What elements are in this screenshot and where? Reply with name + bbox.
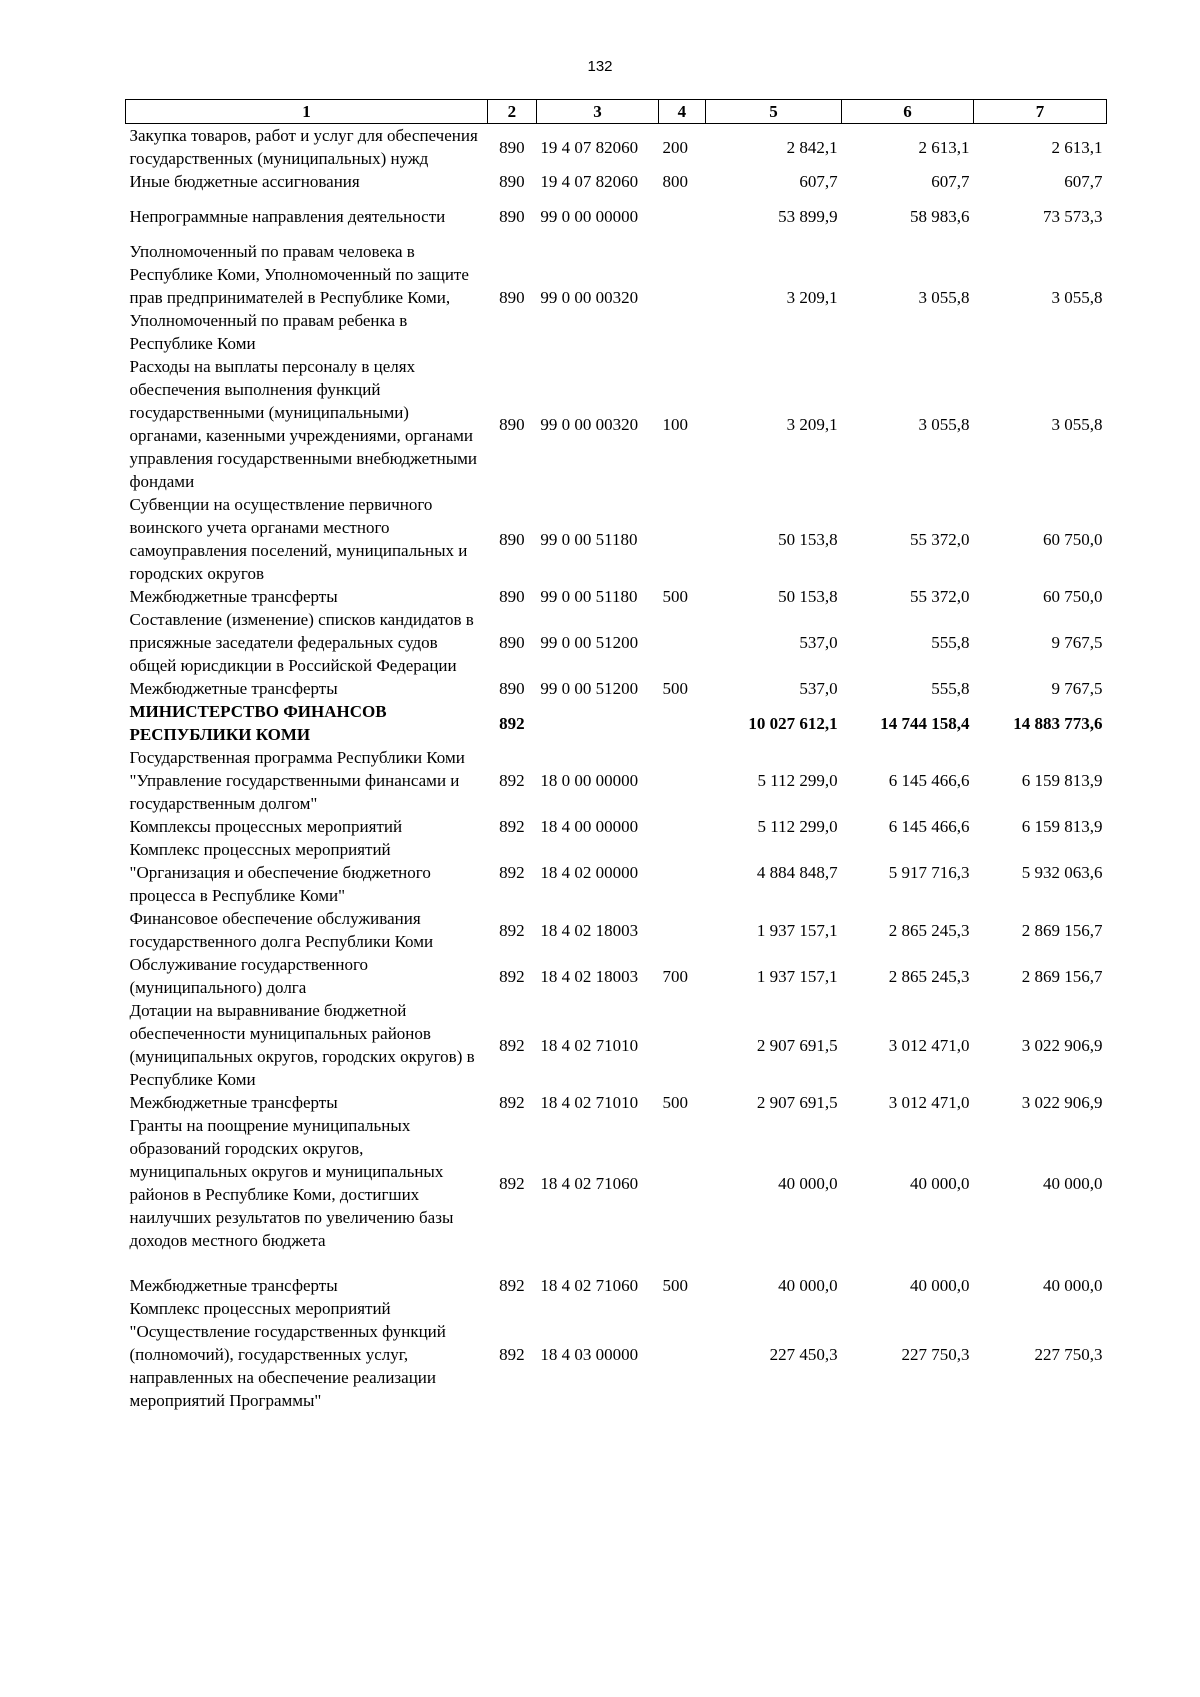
table-row bbox=[126, 124, 1107, 171]
row-type: 500 bbox=[662, 1276, 688, 1295]
row-target: 99 0 00 00320 bbox=[540, 288, 639, 307]
row-amount-6: 607,7 bbox=[931, 172, 970, 191]
row-amount-6: 3 012 471,0 bbox=[888, 1093, 970, 1112]
row-target bbox=[536, 700, 658, 746]
table-row bbox=[126, 1274, 1107, 1297]
row-amount-6: 2 613,1 bbox=[918, 137, 970, 157]
row-code: 892 bbox=[499, 1345, 525, 1364]
row-amount-5: 1 937 157,1 bbox=[756, 966, 838, 986]
page-number: 132 bbox=[587, 58, 613, 75]
row-type bbox=[659, 608, 706, 677]
row-target: 99 0 00 00000 bbox=[540, 207, 639, 226]
row-name: Межбюджетные трансферты bbox=[129, 587, 338, 606]
row-amount-7: 2 613,1 bbox=[1051, 137, 1103, 157]
row-amount-7: 607,7 bbox=[1064, 172, 1103, 191]
row-code: 892 bbox=[499, 920, 525, 940]
row-amount-7: 60 750,0 bbox=[1043, 587, 1103, 606]
row-amount-6: 6 145 466,6 bbox=[888, 817, 970, 836]
row-name: Межбюджетные трансферты bbox=[129, 1276, 338, 1295]
row-type: 100 bbox=[662, 414, 688, 434]
row-code: 892 bbox=[499, 966, 525, 986]
row-target: 99 0 00 51180 bbox=[540, 587, 638, 606]
row-target: 18 4 02 71060 bbox=[540, 1276, 639, 1295]
row-name: Составление (изменение) списков кандидатов в присяжные заседатели федеральных судов общей юрисдикции в Российской Федерации bbox=[129, 610, 474, 675]
row-amount-5: 5 112 299,0 bbox=[757, 817, 838, 836]
table-row bbox=[126, 493, 1107, 585]
row-name: Гранты на поощрение муниципальных образований городских округов, муниципальных округов и муниципальных районов в Республике Коми, достигших наилучших результатов по увеличению базы доходов местного бюджета bbox=[129, 1116, 454, 1250]
table-row bbox=[126, 1297, 1107, 1412]
table-row bbox=[126, 1091, 1107, 1114]
row-code: 892 bbox=[499, 713, 525, 733]
row-type bbox=[659, 999, 706, 1091]
row-name: Финансовое обеспечение обслуживания государственного долга Республики Коми bbox=[129, 909, 434, 951]
row-amount-5: 607,7 bbox=[799, 172, 838, 191]
row-target: 18 4 03 00000 bbox=[540, 1345, 639, 1364]
row-type: 700 bbox=[662, 966, 688, 986]
row-amount-7: 40 000,0 bbox=[1043, 1276, 1103, 1295]
row-amount-6: 6 145 466,6 bbox=[888, 771, 970, 790]
row-amount-7: 14 883 773,6 bbox=[1013, 713, 1103, 733]
row-name: Межбюджетные трансферты bbox=[129, 1093, 338, 1112]
row-type: 500 bbox=[662, 1093, 688, 1112]
table-row bbox=[126, 228, 1107, 355]
row-target: 99 0 00 00320 bbox=[540, 414, 639, 434]
row-target: 18 4 02 71060 bbox=[540, 1173, 639, 1193]
row-amount-5: 3 209,1 bbox=[786, 288, 838, 307]
table-body bbox=[126, 124, 1107, 1413]
row-name: Иные бюджетные ассигнования bbox=[129, 172, 360, 191]
row-name: Комплекс процессных мероприятий "Осуществление государственных функций (полномочий), государственных услуг, направленных на обеспечение реализации мероприятий Программы" bbox=[129, 1299, 446, 1410]
row-amount-6: 3 055,8 bbox=[918, 288, 970, 307]
column-header: 2 bbox=[487, 100, 536, 124]
row-type bbox=[659, 1114, 706, 1274]
column-header: 1 bbox=[126, 100, 488, 124]
row-code: 890 bbox=[499, 172, 525, 191]
row-name: Обслуживание государственного (муниципального) долга bbox=[129, 955, 369, 997]
row-name: Непрограммные направления деятельности bbox=[129, 207, 446, 226]
row-code: 892 bbox=[499, 1276, 525, 1295]
row-amount-6: 55 372,0 bbox=[909, 587, 970, 606]
row-type bbox=[659, 1297, 706, 1412]
row-amount-5: 537,0 bbox=[799, 679, 838, 698]
column-header: 7 bbox=[973, 100, 1106, 124]
table-row bbox=[126, 193, 1107, 228]
row-target: 18 4 02 71010 bbox=[540, 1035, 639, 1055]
row-amount-7: 6 159 813,9 bbox=[1021, 771, 1103, 790]
row-amount-5: 2 907 691,5 bbox=[756, 1035, 838, 1055]
row-amount-5: 2 842,1 bbox=[786, 137, 838, 157]
row-target: 19 4 07 82060 bbox=[540, 137, 639, 157]
row-target: 18 4 02 00000 bbox=[540, 863, 639, 882]
column-header: 3 bbox=[536, 100, 658, 124]
row-type: 800 bbox=[662, 172, 688, 191]
row-code: 892 bbox=[499, 771, 525, 790]
row-code: 892 bbox=[499, 1093, 525, 1112]
table-row bbox=[126, 355, 1107, 493]
row-code: 892 bbox=[499, 863, 525, 882]
row-amount-6: 40 000,0 bbox=[909, 1276, 970, 1295]
table-row bbox=[126, 815, 1107, 838]
row-amount-7: 3 055,8 bbox=[1051, 414, 1103, 434]
table-row bbox=[126, 907, 1107, 953]
row-code: 892 bbox=[499, 1035, 525, 1055]
row-code: 890 bbox=[499, 288, 525, 307]
row-target: 99 0 00 51200 bbox=[540, 679, 639, 698]
row-code: 890 bbox=[499, 633, 525, 652]
row-type bbox=[659, 838, 706, 907]
row-target: 19 4 07 82060 bbox=[540, 172, 639, 191]
row-type bbox=[659, 228, 706, 355]
row-amount-5: 40 000,0 bbox=[778, 1276, 838, 1295]
row-amount-7: 5 932 063,6 bbox=[1021, 863, 1103, 882]
row-target: 18 0 00 00000 bbox=[540, 771, 639, 790]
row-amount-7: 2 869 156,7 bbox=[1021, 920, 1103, 940]
row-amount-7: 6 159 813,9 bbox=[1021, 817, 1103, 836]
row-code: 890 bbox=[499, 137, 525, 157]
row-amount-5: 50 153,8 bbox=[778, 529, 838, 549]
row-amount-5: 2 907 691,5 bbox=[756, 1093, 838, 1112]
row-type: 200 bbox=[662, 137, 688, 157]
row-amount-5: 3 209,1 bbox=[786, 414, 838, 434]
row-code: 890 bbox=[499, 679, 525, 698]
row-name: Межбюджетные трансферты bbox=[129, 679, 338, 698]
row-target: 18 4 00 00000 bbox=[540, 817, 639, 836]
row-amount-6: 40 000,0 bbox=[909, 1173, 970, 1193]
row-type bbox=[659, 193, 706, 228]
row-amount-6: 2 865 245,3 bbox=[888, 920, 970, 940]
row-amount-5: 40 000,0 bbox=[778, 1173, 838, 1193]
table-row bbox=[126, 953, 1107, 999]
row-amount-5: 1 937 157,1 bbox=[756, 920, 838, 940]
table-header-row bbox=[126, 100, 1107, 124]
row-amount-7: 40 000,0 bbox=[1043, 1173, 1103, 1193]
row-amount-6: 3 012 471,0 bbox=[888, 1035, 970, 1055]
table-row bbox=[126, 838, 1107, 907]
row-amount-5: 53 899,9 bbox=[778, 207, 838, 226]
row-amount-7: 2 869 156,7 bbox=[1021, 966, 1103, 986]
row-amount-6: 58 983,6 bbox=[909, 207, 970, 226]
row-code: 890 bbox=[499, 207, 525, 226]
row-amount-7: 3 055,8 bbox=[1051, 288, 1103, 307]
row-type bbox=[659, 700, 706, 746]
table-row bbox=[126, 608, 1107, 677]
table-row bbox=[126, 585, 1107, 608]
row-code: 890 bbox=[499, 414, 525, 434]
row-amount-7: 3 022 906,9 bbox=[1021, 1035, 1103, 1055]
row-type bbox=[659, 746, 706, 815]
ministry-row bbox=[126, 700, 1107, 746]
row-amount-6: 555,8 bbox=[931, 679, 970, 698]
row-target: 99 0 00 51200 bbox=[540, 633, 639, 652]
row-amount-7: 9 767,5 bbox=[1051, 633, 1103, 652]
column-header: 6 bbox=[842, 100, 974, 124]
row-type bbox=[659, 493, 706, 585]
column-header: 5 bbox=[705, 100, 841, 124]
row-amount-6: 555,8 bbox=[931, 633, 970, 652]
row-type bbox=[659, 907, 706, 953]
row-amount-7: 9 767,5 bbox=[1051, 679, 1103, 698]
row-amount-7: 60 750,0 bbox=[1043, 529, 1103, 549]
row-target: 18 4 02 18003 bbox=[540, 920, 639, 940]
row-name: Комплекс процессных мероприятий "Организация и обеспечение бюджетного процесса в Республике Коми" bbox=[129, 840, 431, 905]
row-amount-6: 2 865 245,3 bbox=[888, 966, 970, 986]
table-row bbox=[126, 746, 1107, 815]
row-name: Дотации на выравнивание бюджетной обеспеченности муниципальных районов (муниципальных округов, городских округов) в Республике Коми bbox=[129, 1001, 475, 1089]
row-code: 892 bbox=[499, 1173, 525, 1193]
row-target: 99 0 00 51180 bbox=[540, 529, 638, 549]
row-amount-5: 537,0 bbox=[799, 633, 838, 652]
row-code: 890 bbox=[499, 529, 525, 549]
row-amount-5: 50 153,8 bbox=[778, 587, 838, 606]
row-name: Закупка товаров, работ и услуг для обеспечения государственных (муниципальных) нужд bbox=[129, 126, 478, 168]
row-target: 18 4 02 71010 bbox=[540, 1093, 639, 1112]
row-name: Государственная программа Республики Коми "Управление государственными финансами и государственным долгом" bbox=[129, 748, 465, 813]
row-name: Расходы на выплаты персоналу в целях обеспечения выполнения функций государственными (муниципальными) органами, казенными учреждениями, органами управления государственными внебюджетными фондами bbox=[129, 357, 478, 491]
row-amount-6: 227 750,3 bbox=[901, 1345, 970, 1364]
row-amount-5: 227 450,3 bbox=[769, 1345, 838, 1364]
column-header: 4 bbox=[659, 100, 706, 124]
row-code: 890 bbox=[499, 587, 525, 606]
table-row bbox=[126, 170, 1107, 193]
row-amount-6: 55 372,0 bbox=[909, 529, 970, 549]
row-name: Уполномоченный по правам человека в Республике Коми, Уполномоченный по защите прав предпринимателей в Республике Коми, Уполномоченный по правам ребенка в Республике Коми bbox=[129, 242, 469, 353]
row-amount-5: 10 027 612,1 bbox=[748, 713, 838, 733]
ministry-name: МИНИСТЕРСТВО ФИНАНСОВ РЕСПУБЛИКИ КОМИ bbox=[129, 702, 387, 744]
row-amount-6: 3 055,8 bbox=[918, 414, 970, 434]
budget-table bbox=[125, 99, 1107, 1412]
table-row bbox=[126, 999, 1107, 1091]
row-amount-7: 73 573,3 bbox=[1043, 207, 1103, 226]
row-name: Субвенции на осуществление первичного воинского учета органами местного самоуправления поселений, муниципальных и городских округов bbox=[129, 495, 468, 583]
row-amount-7: 3 022 906,9 bbox=[1021, 1093, 1103, 1112]
row-type bbox=[659, 815, 706, 838]
row-amount-5: 5 112 299,0 bbox=[757, 771, 838, 790]
row-amount-5: 4 884 848,7 bbox=[756, 863, 838, 882]
row-target: 18 4 02 18003 bbox=[540, 966, 639, 986]
row-name: Комплексы процессных мероприятий bbox=[129, 817, 403, 836]
table-row bbox=[126, 1114, 1107, 1274]
row-amount-7: 227 750,3 bbox=[1034, 1345, 1103, 1364]
row-type: 500 bbox=[662, 679, 688, 698]
table-row bbox=[126, 677, 1107, 700]
row-type: 500 bbox=[662, 587, 688, 606]
row-amount-6: 5 917 716,3 bbox=[888, 863, 970, 882]
row-amount-6: 14 744 158,4 bbox=[880, 713, 970, 733]
row-code: 892 bbox=[499, 817, 525, 836]
